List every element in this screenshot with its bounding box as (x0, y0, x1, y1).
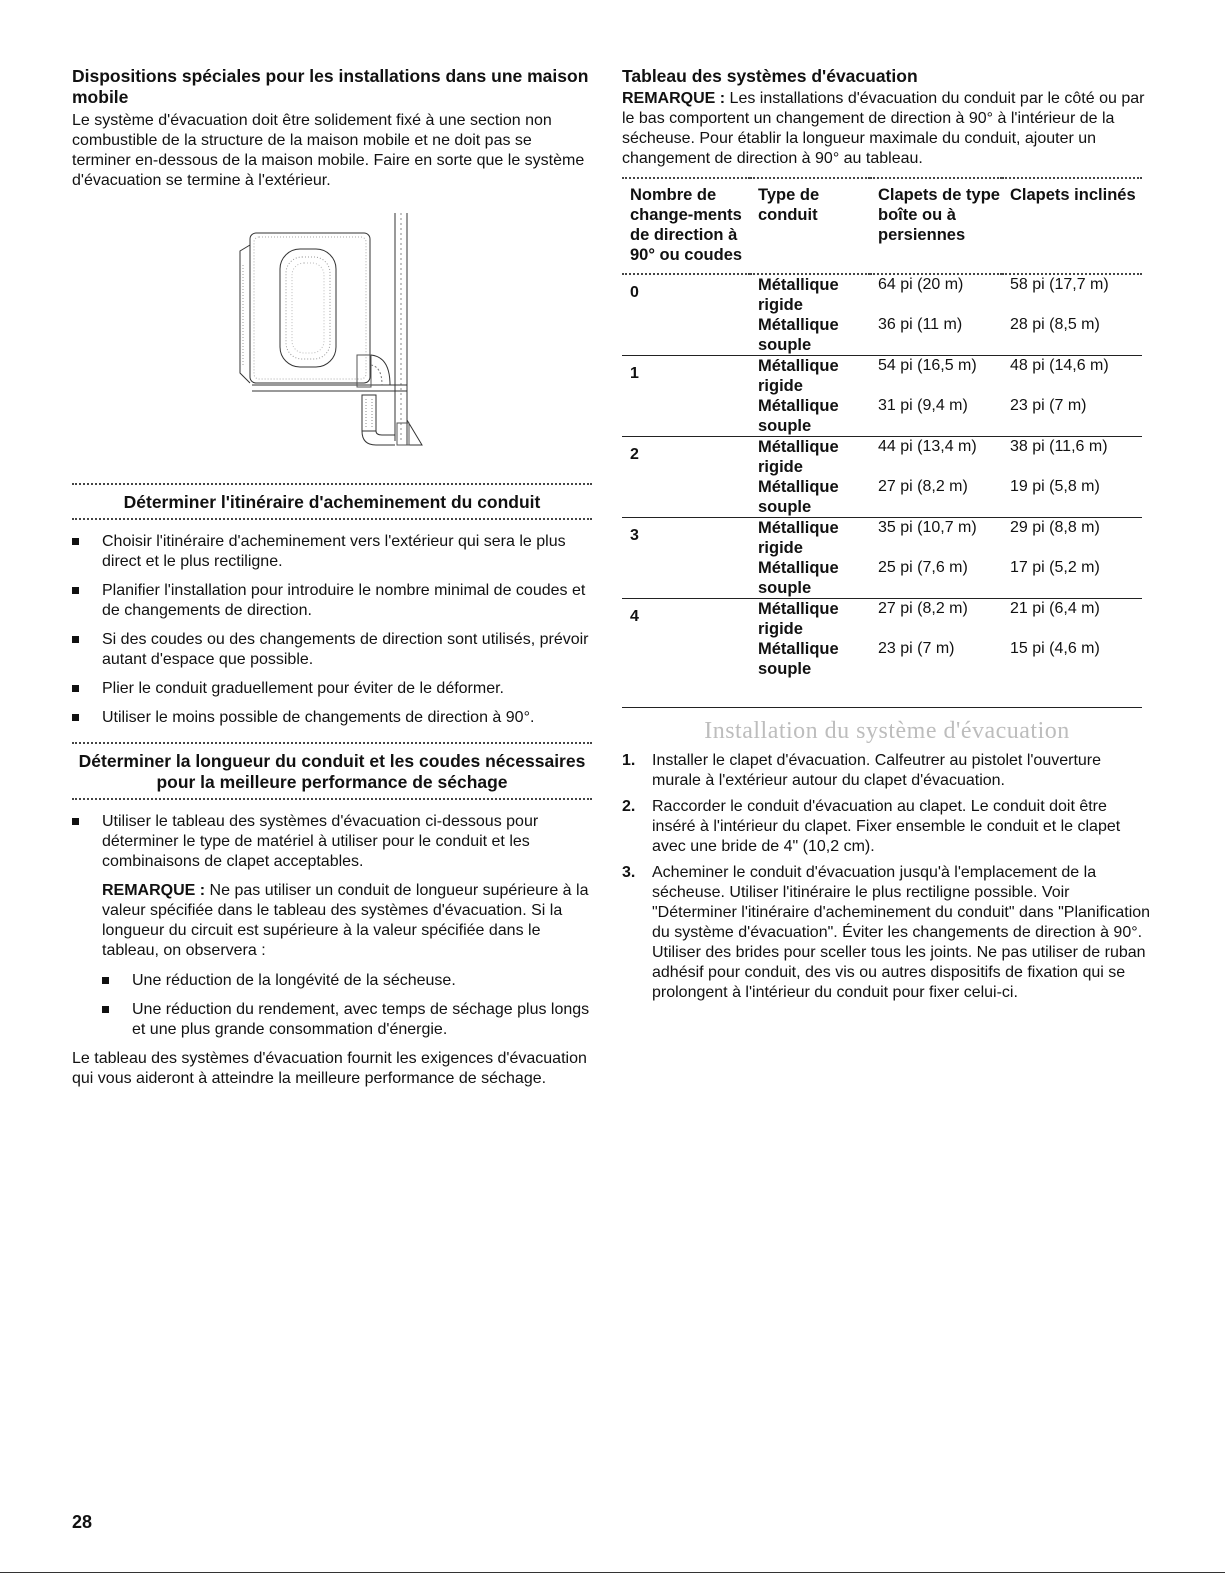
box-value-cell: 64 pi (20 m) (878, 276, 964, 293)
installation-section-title: Installation du système d'évacuation (704, 718, 1070, 744)
box-value-cell: 23 pi (7 m) (870, 639, 1002, 708)
type-cell: Métallique souple (750, 477, 870, 518)
box-value-cell: 31 pi (9,4 m) (870, 396, 1002, 437)
note-label: REMARQUE : (102, 882, 206, 899)
list-item: Une réduction du rendement, avec temps de séchage plus longs et une plus grande consommation d'énergie. (102, 1000, 592, 1040)
angled-value-cell: 58 pi (17,7 m) (1010, 276, 1109, 293)
angled-value-cell: 23 pi (7 m) (1002, 396, 1142, 437)
angled-value-cell: 19 pi (5,8 m) (1002, 477, 1142, 518)
angled-value-cell: 48 pi (14,6 m) (1010, 357, 1109, 374)
step-text: Acheminer le conduit d'évacuation jusqu'à l'emplacement de la sécheuse. Utiliser l'itinéraire le plus rectiligne possible. Voir "Déterminer l'itinéraire d'acheminement du conduit" dans "Planification du système d'évacuation". Éviter les changements de direction à 90°. Utiliser des brides pour sceller tous les joints. Ne pas utiliser de ruban adhésif pour conduit, des vis ou autres dispositifs de fixation qui se prolongent à l'intérieur du conduit pour fixer celui-ci. (652, 864, 1151, 1001)
step-text: Installer le clapet d'évacuation. Calfeutrer au pistolet l'ouverture murale à l'extérieur autour du clapet d'évacuation. (652, 752, 1102, 789)
mobile-home-paragraph: Le système d'évacuation doit être solidement fixé à une section non combustible de la structure de la maison mobile et ne doit pas se terminer en-dessous de la maison mobile. Faire en sorte que le système d'évacuation se termine à l'extérieur. (72, 112, 585, 189)
note-text: Les installations d'évacuation du conduit par le côté ou par le bas comportent un changement de direction à 90° à l'intérieur de la sécheuse. Pour établir la longueur maximale du conduit, ajouter un changement de direction à 90° au tableau. (622, 90, 1145, 167)
length-note (72, 881, 592, 961)
list-item: Choisir l'itinéraire d'acheminement vers l'extérieur qui sera le plus direct et le plus rectiligne. (72, 532, 592, 572)
type-cell: Métallique rigide (758, 438, 839, 476)
dryer-installation-illustration (72, 205, 592, 465)
step-text: Raccorder le conduit d'évacuation au clapet. Le conduit doit être inséré à l'intérieur du clapet. Fixer ensemble le conduit et le clapet avec une bride de 4" (10,2 cm). (652, 798, 1121, 855)
step-number: 2. (622, 798, 636, 815)
page-bottom-rule (0, 1572, 1225, 1573)
table-header-row (622, 178, 1142, 274)
mobile-home-heading: Dispositions spéciales pour les installations dans une maison mobile (72, 66, 589, 107)
dryer-vent-diagram-icon (72, 205, 592, 465)
type-cell: Métallique souple (750, 315, 870, 356)
note-text: Ne pas utiliser un conduit de longueur supérieure à la valeur spécifiée dans le tableau des systèmes d'évacuation. Si la longueur du circuit est supérieure à la valeur spécifiée dans le tableau, on observera : (102, 882, 589, 959)
type-cell: Métallique rigide (758, 276, 839, 314)
type-cell: Métallique souple (750, 558, 870, 599)
vent-systems-table (622, 177, 1142, 708)
list-item: Planifier l'installation pour introduire le nombre minimal de coudes et de changements de direction. (72, 581, 592, 621)
angled-value-cell: 29 pi (8,8 m) (1010, 519, 1100, 536)
col-header-angled: Clapets inclinés (1010, 186, 1136, 204)
list-item (622, 797, 1152, 857)
left-column (72, 66, 592, 1089)
box-value-cell: 35 pi (10,7 m) (878, 519, 977, 536)
vent-table-heading: Tableau des systèmes d'évacuation (622, 66, 918, 86)
consequence-list (72, 971, 592, 1040)
box-value-cell: 36 pi (11 m) (870, 315, 1002, 356)
table-row (622, 518, 1142, 559)
angled-value-cell: 15 pi (4,6 m) (1002, 639, 1142, 708)
length-heading: Déterminer la longueur du conduit et les coudes nécessaires pour la meilleure performance de séchage (78, 751, 586, 792)
count-cell: 1 (622, 356, 750, 437)
box-value-cell: 54 pi (16,5 m) (878, 357, 977, 374)
table-row (622, 356, 1142, 397)
col-header-type: Type de conduit (758, 186, 820, 224)
count-cell: 4 (622, 599, 750, 708)
list-item: Si des coudes ou des changements de direction sont utilisés, prévoir autant d'espace que possible. (72, 630, 592, 670)
table-row (622, 599, 1142, 640)
list-item (622, 863, 1152, 1003)
table-row (622, 274, 1142, 315)
page-number: 28 (72, 1512, 93, 1532)
list-item: Plier le conduit graduellement pour éviter de le déformer. (72, 679, 592, 699)
step-number: 3. (622, 864, 636, 881)
angled-value-cell: 17 pi (5,2 m) (1002, 558, 1142, 599)
type-cell: Métallique rigide (758, 357, 839, 395)
list-item (622, 751, 1152, 791)
count-cell: 3 (622, 518, 750, 599)
box-value-cell: 27 pi (8,2 m) (870, 477, 1002, 518)
length-bullet-list (72, 812, 592, 872)
col-header-count: Nombre de change-ments de direction à 90° ou coudes (630, 186, 743, 264)
type-cell: Métallique rigide (758, 519, 839, 557)
angled-value-cell: 28 pi (8,5 m) (1002, 315, 1142, 356)
installation-steps (622, 751, 1152, 1003)
box-value-cell: 27 pi (8,2 m) (878, 600, 968, 617)
closing-paragraph: Le tableau des systèmes d'évacuation fournit les exigences d'évacuation qui vous aideront à atteindre la meilleure performance de séchage. (72, 1050, 587, 1087)
right-column (622, 66, 1152, 1009)
count-cell: 0 (622, 274, 750, 356)
note-label: REMARQUE : (622, 90, 726, 107)
route-bullet-list (72, 532, 592, 728)
list-item: Utiliser le moins possible de changements de direction à 90°. (72, 708, 592, 728)
angled-value-cell: 21 pi (6,4 m) (1010, 600, 1100, 617)
box-value-cell: 44 pi (13,4 m) (878, 438, 977, 455)
list-item: Une réduction de la longévité de la sécheuse. (102, 971, 592, 991)
box-value-cell: 25 pi (7,6 m) (870, 558, 1002, 599)
angled-value-cell: 38 pi (11,6 m) (1010, 438, 1108, 455)
list-item: Utiliser le tableau des systèmes d'évacuation ci-dessous pour déterminer le type de matériel à utiliser pour le conduit et les combinaisons de clapet acceptables. (72, 812, 592, 872)
count-cell: 2 (622, 437, 750, 518)
type-cell: Métallique souple (750, 639, 870, 708)
col-header-box: Clapets de type boîte ou à persiennes (878, 186, 1000, 244)
vent-table-note (622, 89, 1152, 169)
type-cell: Métallique rigide (758, 600, 839, 638)
type-cell: Métallique souple (750, 396, 870, 437)
step-number: 1. (622, 752, 636, 769)
route-heading: Déterminer l'itinéraire d'acheminement du conduit (123, 492, 541, 512)
table-row (622, 437, 1142, 478)
